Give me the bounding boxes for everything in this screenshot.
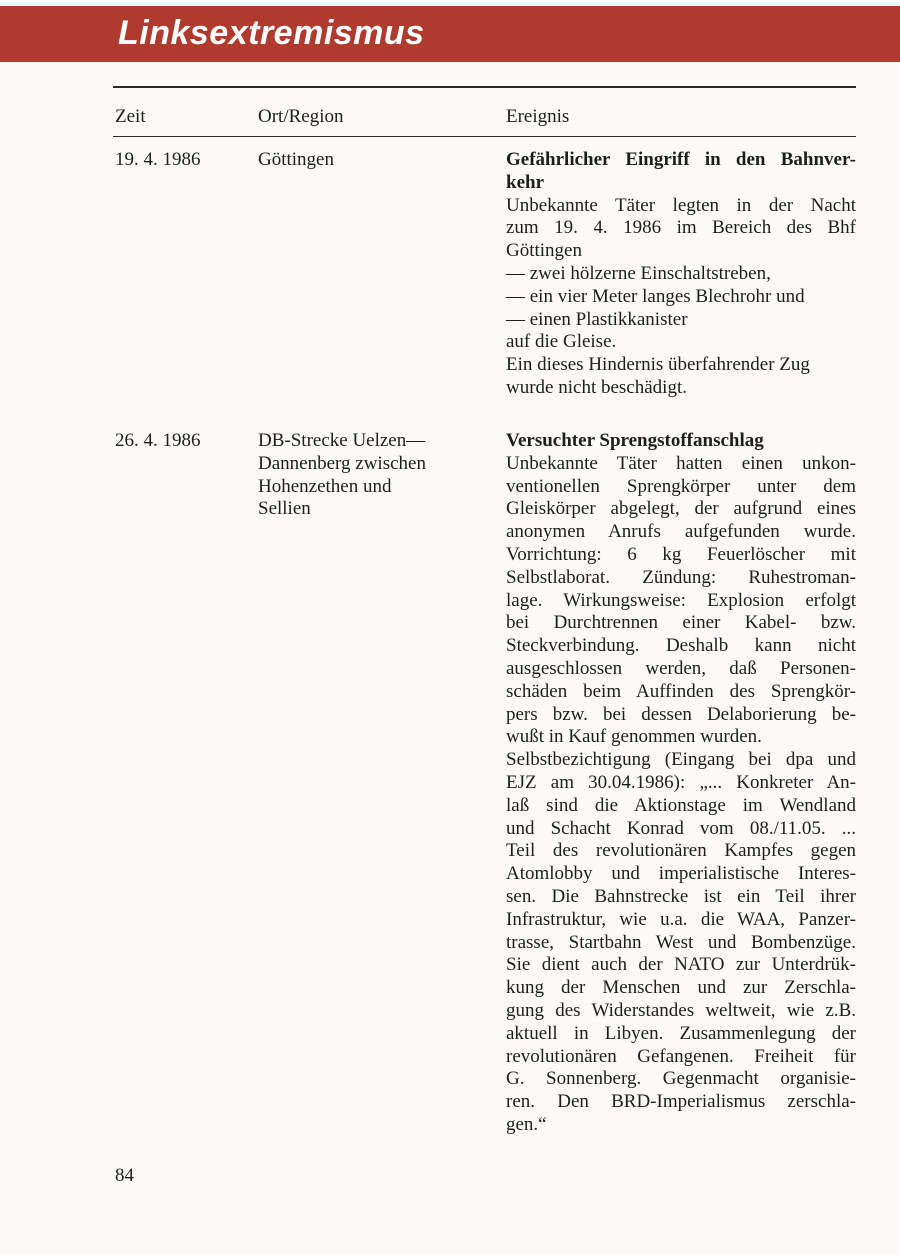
- location-line: Dannenberg zwischen: [258, 452, 426, 474]
- event-line: Selbstlaborat. Zündung: Ruhestroman-: [506, 566, 856, 588]
- event-line: laß sind die Aktionstage im Wendland: [506, 794, 856, 816]
- location-line: Sellien: [258, 498, 311, 520]
- column-header-event: Ereignis: [506, 106, 570, 127]
- column-header-time: Zeit: [115, 106, 146, 127]
- event-line: anonymen Anrufs aufgefunden wurde.: [506, 521, 856, 543]
- event-line: Selbstbezichtigung (Eingang bei dpa und: [506, 749, 856, 771]
- event-line: gung des Widerstandes weltweit, wie z.B.: [506, 999, 856, 1021]
- event-title-line: Versuchter Sprengstoffanschlag: [506, 430, 764, 451]
- event-line: auf die Gleise.: [506, 331, 617, 353]
- event-line: pers bzw. bei dessen Delaborierung be-: [506, 703, 856, 725]
- event-line: — ein vier Meter langes Blechrohr und: [506, 285, 805, 307]
- row-2-location: [258, 430, 426, 521]
- event-line: schäden beim Auffinden des Sprengkör-: [506, 680, 856, 702]
- event-line: ausgeschlossen werden, daß Personen-: [506, 657, 856, 679]
- section-banner: [0, 6, 900, 62]
- event-line: und Schacht Konrad vom 08./11.05. ...: [506, 817, 856, 839]
- event-line: Vorrichtung: 6 kg Feuerlöscher mit: [506, 543, 856, 565]
- event-title-line: Gefährlicher Eingriff in den Bahnver-: [506, 149, 856, 170]
- event-line: trasse, Startbahn West und Bombenzüge.: [506, 931, 856, 953]
- location-line: Göttingen: [258, 149, 334, 170]
- event-line: Unbekannte Täter legten in der Nacht: [506, 194, 856, 216]
- event-line: aktuell in Libyen. Zusammenlegung der: [506, 1022, 856, 1044]
- event-line: Steckverbindung. Deshalb kann nicht: [506, 635, 856, 657]
- event-line: Göttingen: [506, 240, 582, 262]
- event-line: ventionellen Sprengkörper unter dem: [506, 475, 856, 497]
- event-line: G. Sonnenberg. Gegenmacht organisie-: [506, 1068, 856, 1090]
- event-line: wurde nicht beschädigt.: [506, 376, 687, 398]
- section-title: Linksextremismus: [118, 14, 425, 52]
- event-line: lage. Wirkungsweise: Explosion erfolgt: [506, 589, 856, 611]
- event-line: — einen Plastikkanister: [506, 308, 688, 330]
- header-rule: [113, 136, 856, 137]
- location-line: Hohenzethen und: [258, 475, 392, 497]
- event-line: kung der Menschen und zur Zerschla-: [506, 977, 856, 999]
- event-line: zum 19. 4. 1986 im Bereich des Bhf: [506, 217, 856, 239]
- event-line: Sie dient auch der NATO zur Unterdrük-: [506, 954, 856, 976]
- event-line: sen. Die Bahnstrecke ist ein Teil ihrer: [506, 885, 856, 907]
- event-line: Unbekannte Täter hatten einen unkon-: [506, 452, 856, 474]
- column-header-location: Ort/Region: [258, 106, 344, 127]
- event-line: wußt in Kauf genommen wurden.: [506, 726, 762, 748]
- row-2-date: 26. 4. 1986: [115, 430, 201, 451]
- row-2-event: [506, 430, 856, 1137]
- event-line: gen.“: [506, 1113, 547, 1135]
- event-line: Teil des revolutionären Kampfes gegen: [506, 840, 856, 862]
- table-top-rule: [113, 86, 856, 88]
- event-line: EJZ am 30.04.1986): „... Konkreter An-: [506, 771, 856, 793]
- event-title-line: kehr: [506, 171, 544, 193]
- event-line: bei Durchtrennen einer Kabel- bzw.: [506, 612, 856, 634]
- event-line: Atomlobby und imperialistische Interes-: [506, 863, 856, 885]
- row-1-date: 19. 4. 1986: [115, 149, 201, 170]
- event-line: ren. Den BRD-Imperialismus zerschla-: [506, 1091, 856, 1113]
- event-line: Gleiskörper abgelegt, der aufgrund eines: [506, 498, 856, 520]
- event-line: — zwei hölzerne Einschaltstreben,: [506, 262, 771, 284]
- page-number: 84: [115, 1165, 134, 1186]
- event-line: Ein dieses Hindernis überfahrender Zug: [506, 354, 810, 376]
- event-line: revolutionären Gefangenen. Freiheit für: [506, 1045, 856, 1067]
- event-line: Infrastruktur, wie u.a. die WAA, Panzer-: [506, 908, 856, 930]
- row-1-location: [258, 149, 334, 172]
- location-line: DB-Strecke Uelzen—: [258, 430, 426, 451]
- row-1-event: [506, 149, 856, 400]
